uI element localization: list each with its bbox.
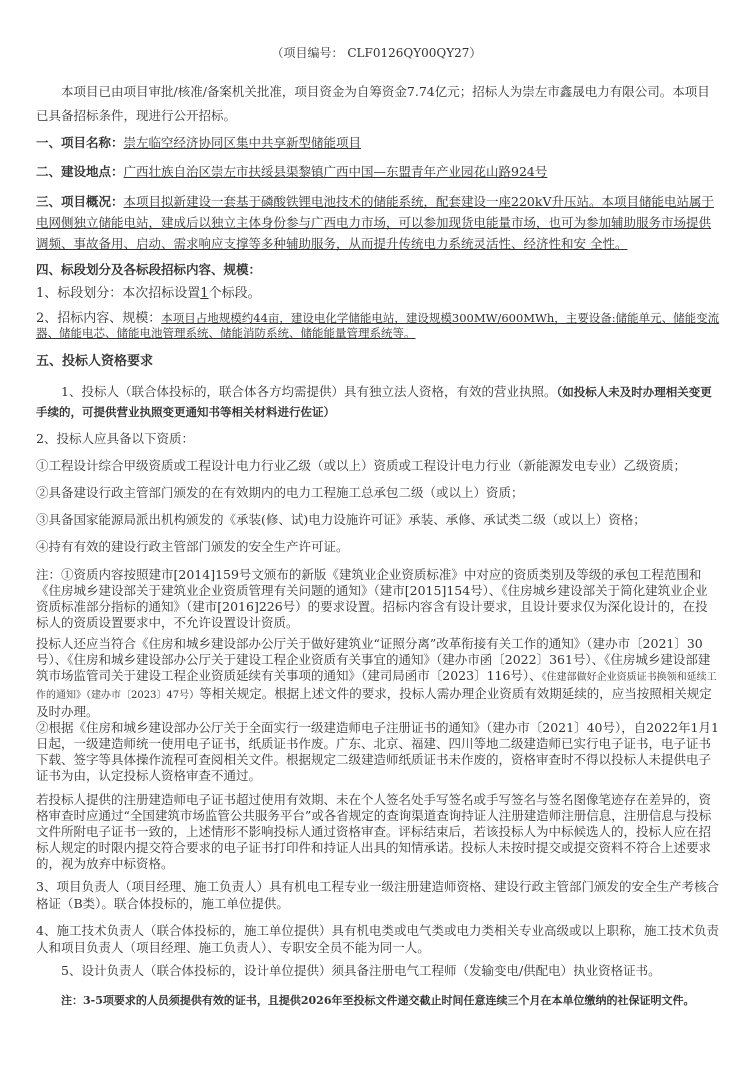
req-3: 3、项目负责人（项目经理、施工负责人）具有机电工程专业一级注册建造师资格、建设行政主管部门颁发的安全生产考核合格证（B类）。联合体投标的，施工单位提供。 [36,879,719,911]
bid-content-label: 2、招标内容、规模： [36,311,162,326]
note-1: 注：①资质内容按照建市[2014]159号文颁布的新版《建筑业企业资质标准》中对应的资质类别及等级的承包工程范围和《住房城乡建设部关于建筑业企业资质管理有关问题的通知》（建市[2015]154号）、《住房城乡建设部关于简化建筑业企业资质标准部分指标的通知》（建市[2016]226号）的要求设置。招标内容含有设计要求，且设计要求仅为深化设计的，在投标人的资质设置要求中，不允许设置设计资质。 [36,567,708,630]
req-5: 5、设计负责人（联合体投标的，设计单位提供）须具备注册电气工程师（发输变电/供配电）执业资格证书。 [61,963,661,978]
req-4: 4、施工技术负责人（联合体投标的，施工单位提供）具有机电类或电气类或电力类相关专业高级或以上职称，施工技术负责人和项目负责人（项目经理、施工负责人）、专职安全员不能为同一人。 [36,923,719,955]
bid-content [36,311,720,341]
qual-4: ④持有有效的建设行政主管部门颁发的安全生产许可证。 [36,539,349,554]
qual-3: ③具备国家能源局派出机构颁发的《承装(修、试)电力设施许可证》承装、承修、承试类二级（或以上）资格； [36,512,646,527]
note-2-text-c: 等相关规定。根据上述文件的要求，投标人需办理企业资质有效期延续的，应当按照相关规定及时办理。 [36,686,712,719]
note-2-text-a: 投标人还应当符合《住房和城乡建设部办公厅关于做好建筑业“证照分离”改革衔接有关工作的通知》（建办市〔2021〕30号）、《住房和城乡建设部办公厅关于建设工程企业资质有关事宜的通知》（建办市函〔2022〕361号）、《住房城乡建设部建筑市场监管司关于建设工程企业资质延续有关事项的通知》（建司局函市〔2023〕116号）、 [36,636,711,683]
lot-count: 1 [200,286,209,301]
project-name-value: 崇左临空经济协同区集中共享新型储能项目 [123,135,362,150]
section-overview [36,191,720,254]
note-2-text-b: 《住建部做好企业资质证书换领和延续工作的通知》（建办市〔2023〕47号） [36,672,717,701]
note-2 [36,636,720,720]
req-1 [36,382,720,422]
overview-value: 本项目拟新建设一套基于磷酸铁锂电池技术的储能系统，配套建设一座220kV升压站。本项目储能电站属于电网侧独立储能电站，建成后以独立主体身份参与广西电力市场，可以参加现货电能量市场，也可为参加辅助服务市场提供调频、事故备用、启动、需求响应支撑等多种辅助服务，从而提升传统电力系统灵活性、经济性和安 全性。 [36,194,714,251]
note-3: ②根据《住房和城乡建设部办公厅关于全面实行一级建造师电子注册证书的通知》（建办市〔2021〕40号），自2022年1月1日起，一级建造师统一使用电子证书，纸质证书作废。广东、北京、福建、四川等地二级建造师已实行电子证书，电子证书下载、签字等具体操作流程可查阅相关文件。根据规定二级建造师纸质证书未作废的，资格审查时不得以投标人未提供电子证书为由，认定投标人资格审查不通过。 [36,720,719,783]
location-value: 广西壮族自治区崇左市扶绥县渠黎镇广西中国—东盟青年产业园花山路924号 [123,164,548,179]
req-1-text: 1、投标人（联合体投标的，联合体各方均需提供）具有独立法人资格，有效的营业执照。 [61,384,557,399]
note-4: 若投标人提供的注册建造师电子证书超过使用有效期、未在个人签名处手写签名或手写签名与签名图像笔迹存在差异的，资格审查时应通过“全国建筑市场监管公共服务平台”或各省规定的查询渠道查询持证人注册建造师注册信息，注册信息与投标文件所附电子证书一致的，上述情形不影响投标人通过资格审查。评标结束后，若该投标人为中标候选人的，投标人应在招标人规定的时限内提交符合要求的电子证书打印件和持证人出具的知情承诺。投标人未按时提交或提交资料不符合上述要求的，视为放弃中标资格。 [36,792,712,871]
section-location [36,163,720,181]
bid-content-value: 本项目占地规模约44亩，建设电化学储能电站，建设规模300MW/600MWh，主要设备:储能单元、储能变流器、储能电芯、储能电池管理系统、储能消防系统、储能能量管理系统等。 [36,311,720,340]
overview-label: 三、项目概况： [36,194,124,209]
section4-title: 四、标段划分及各标段招标内容、规模： [36,262,262,277]
section5-title: 五、投标人资格要求 [36,354,154,369]
project-name-label: 一、项目名称： [36,135,124,150]
final-note: 注：3-5项要求的人员须提供有效的证书，且提供2026年至投标文件递交截止时间任意连续三个月在本单位缴纳的社保证明文件。 [61,994,695,1007]
project-number: （项目编号： CLF0126QY00QY27） [271,46,482,60]
section-project-name [36,134,720,152]
req-2: 2、投标人应具备以下资质： [36,431,194,446]
qual-2: ②具备建设行政主管部门颁发的在有效期内的电力工程施工总承包二级（或以上）资质； [36,485,524,500]
lot-division [36,285,720,303]
qual-1: ①工程设计综合甲级资质或工程设计电力行业乙级（或以上）资质或工程设计电力行业（新能源发电专业）乙级资质； [36,458,687,473]
location-label: 二、建设地点： [36,164,124,179]
intro-paragraph: 本项目已由项目审批/核准/备案机关批准，项目资金为自筹资金7.74亿元；招标人为崇左市鑫晟电力有限公司。本项目已具备招标条件，现进行公开招标。 [36,84,710,123]
lot-suffix: 个标段。 [208,286,261,301]
req-1-note: （如投标人未及时办理相关变更手续的，可提供营业执照变更通知书等相关材料进行佐证） [36,385,712,419]
lot-division-label: 1、标段划分：本次招标设置 [36,286,201,301]
